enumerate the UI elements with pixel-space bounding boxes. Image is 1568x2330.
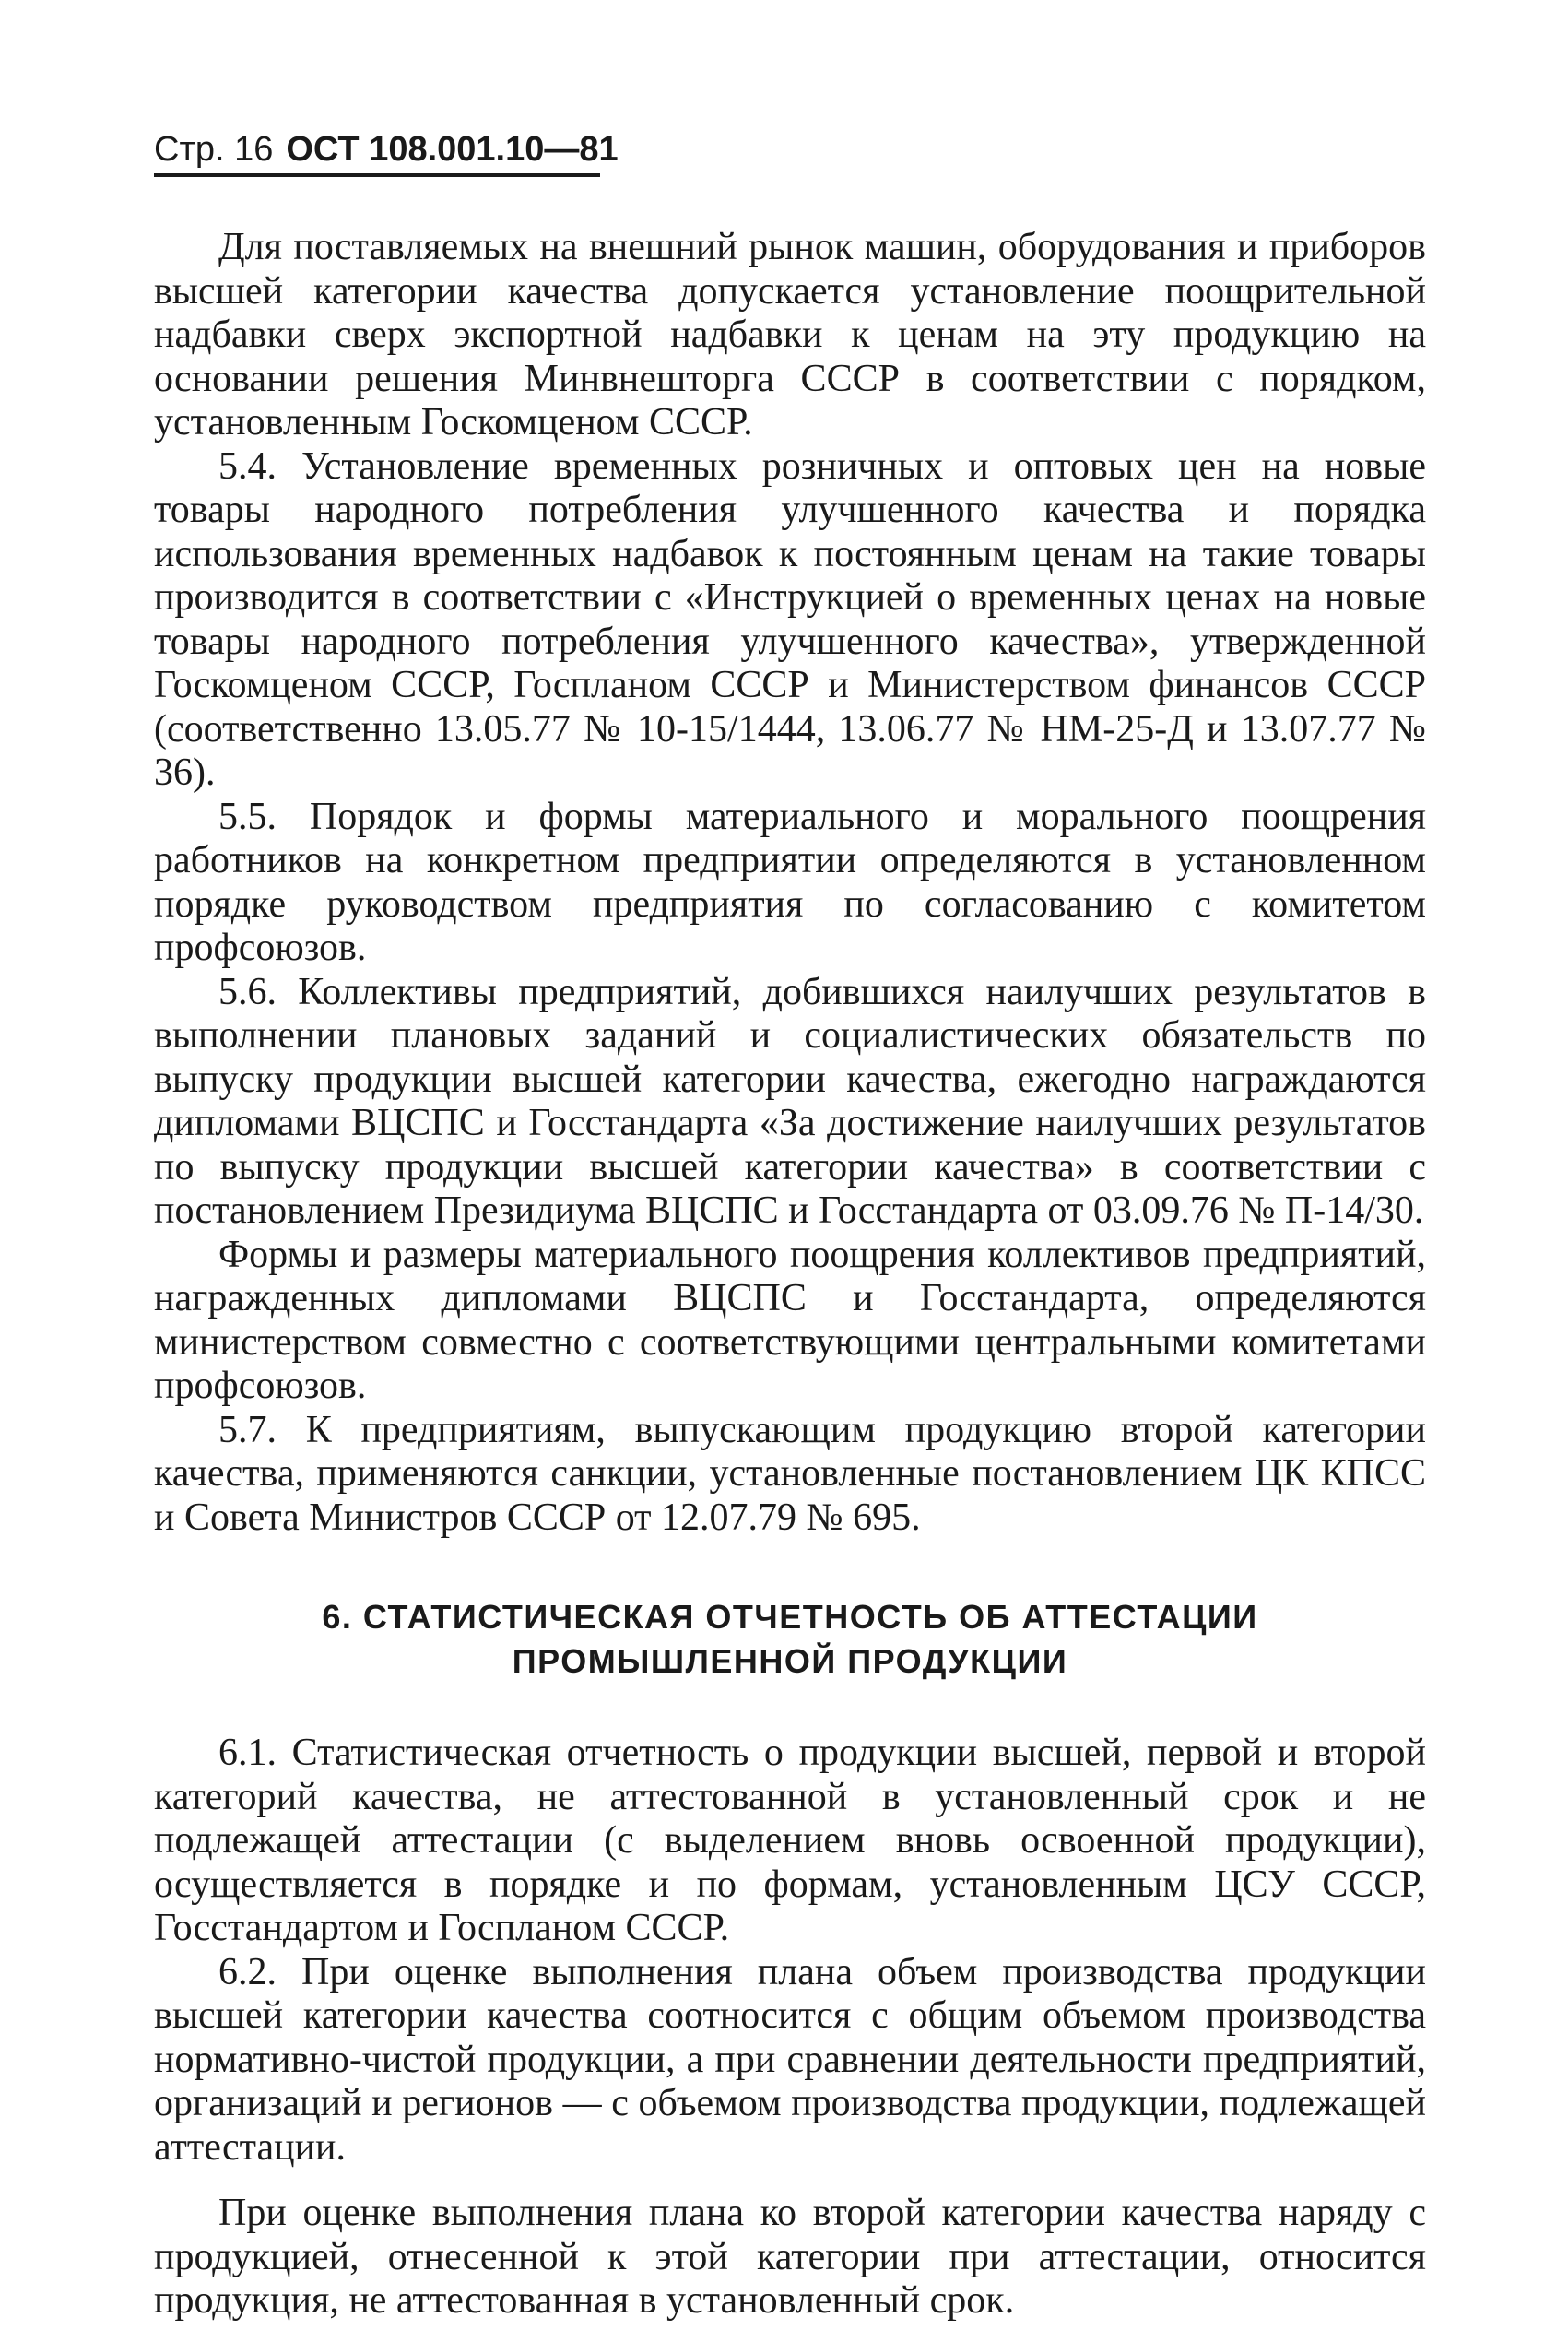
paragraph-5-6: 5.6. Коллективы предприятий, добившихся наилучших результатов в выполнении плановых заданий и социалистических обязательств по выпуску продукции высшей категории качества, ежегодно награждаются дипломами ВЦСПС и Госстандарта «За достижение наилучших результатов по выпуску продукции высшей категории качества» в соответствии с постановлением Президиума ВЦСПС и Госстандарта от 03.09.76 № П-14/30. <box>154 970 1426 1232</box>
paragraph-5-7: 5.7. К предприятиям, выпускающим продукцию второй категории качества, применяются санкции, установленные постановлением ЦК КПСС и Совета Министров СССР от 12.07.79 № 695. <box>154 1408 1426 1539</box>
page-number: Стр. 16 <box>154 130 274 169</box>
paragraph-5-4: 5.4. Установление временных розничных и оптовых цен на новые товары народного потребления улучшенного качества и порядка использования временных надбавок к постоянным ценам на такие товары производится в соответствии с «Инструкцией о временных ценах на новые товары народного потребления улучшенного качества», утвержденной Госкомценом СССР, Госпланом СССР и Министерством финансов СССР (соответственно 13.05.77 № 10-15/1444, 13.06.77 № НМ-25-Д и 13.07.77 № 36). <box>154 444 1426 794</box>
paragraph-6-2: 6.2. При оценке выполнения плана объем производства продукции высшей категории качества соотносится с общим объемом производства нормативно-чистой продукции, а при сравнении деятельности предприятий, организаций и регионов — с объемом производства продукции, подлежащей аттестации. <box>154 1950 1426 2169</box>
standard-code: ОСТ 108.001.10—81 <box>286 130 619 169</box>
section-6-title <box>154 1595 1426 1684</box>
paragraph-5-5: 5.5. Порядок и формы материального и морального поощрения работников на конкретном предприятии определяются в установленном порядке руководством предприятия по согласованию с комитетом профсоюзов. <box>154 795 1426 969</box>
page-header <box>154 127 619 177</box>
section-6-title-line-1: 6. СТАТИСТИЧЕСКАЯ ОТЧЕТНОСТЬ ОБ АТТЕСТАЦИИ <box>322 1598 1258 1636</box>
paragraph-6-1: 6.1. Статистическая отчетность о продукции высшей, первой и второй категорий качества, не аттестованной в установленный срок и не подлежащей аттестации (с выделением вновь освоенной продукции), осуществляется в порядке и по формам, установленным ЦСУ СССР, Госстандартом и Госпланом СССР. <box>154 1732 1426 1949</box>
paragraph-export-bonus: Для поставляемых на внешний рынок машин, оборудования и приборов высшей категории качества допускается установление поощрительной надбавки сверх экспортной надбавки к ценам на эту продукцию на основании решения Минвнешторга СССР в соответствии с порядком, установленным Госкомценом СССР. <box>154 226 1426 444</box>
paragraph-gap <box>154 2170 1426 2192</box>
section-6-title-line-2: ПРОМЫШЛЕННОЙ ПРОДУКЦИИ <box>512 1642 1068 1680</box>
paragraph-second-category: При оценке выполнения плана ко второй категории качества наряду с продукцией, отнесенной к этой категории при аттестации, относится продукция, не аттестованная в установленный срок. <box>154 2192 1426 2322</box>
paragraph-bonus-forms: Формы и размеры материального поощрения коллективов предприятий, награжденных дипломами ВЦСПС и Госстандарта, определяются министерством совместно с соответствующими центральными комитетами профсоюзов. <box>154 1233 1426 1407</box>
document-body <box>154 226 1426 2324</box>
